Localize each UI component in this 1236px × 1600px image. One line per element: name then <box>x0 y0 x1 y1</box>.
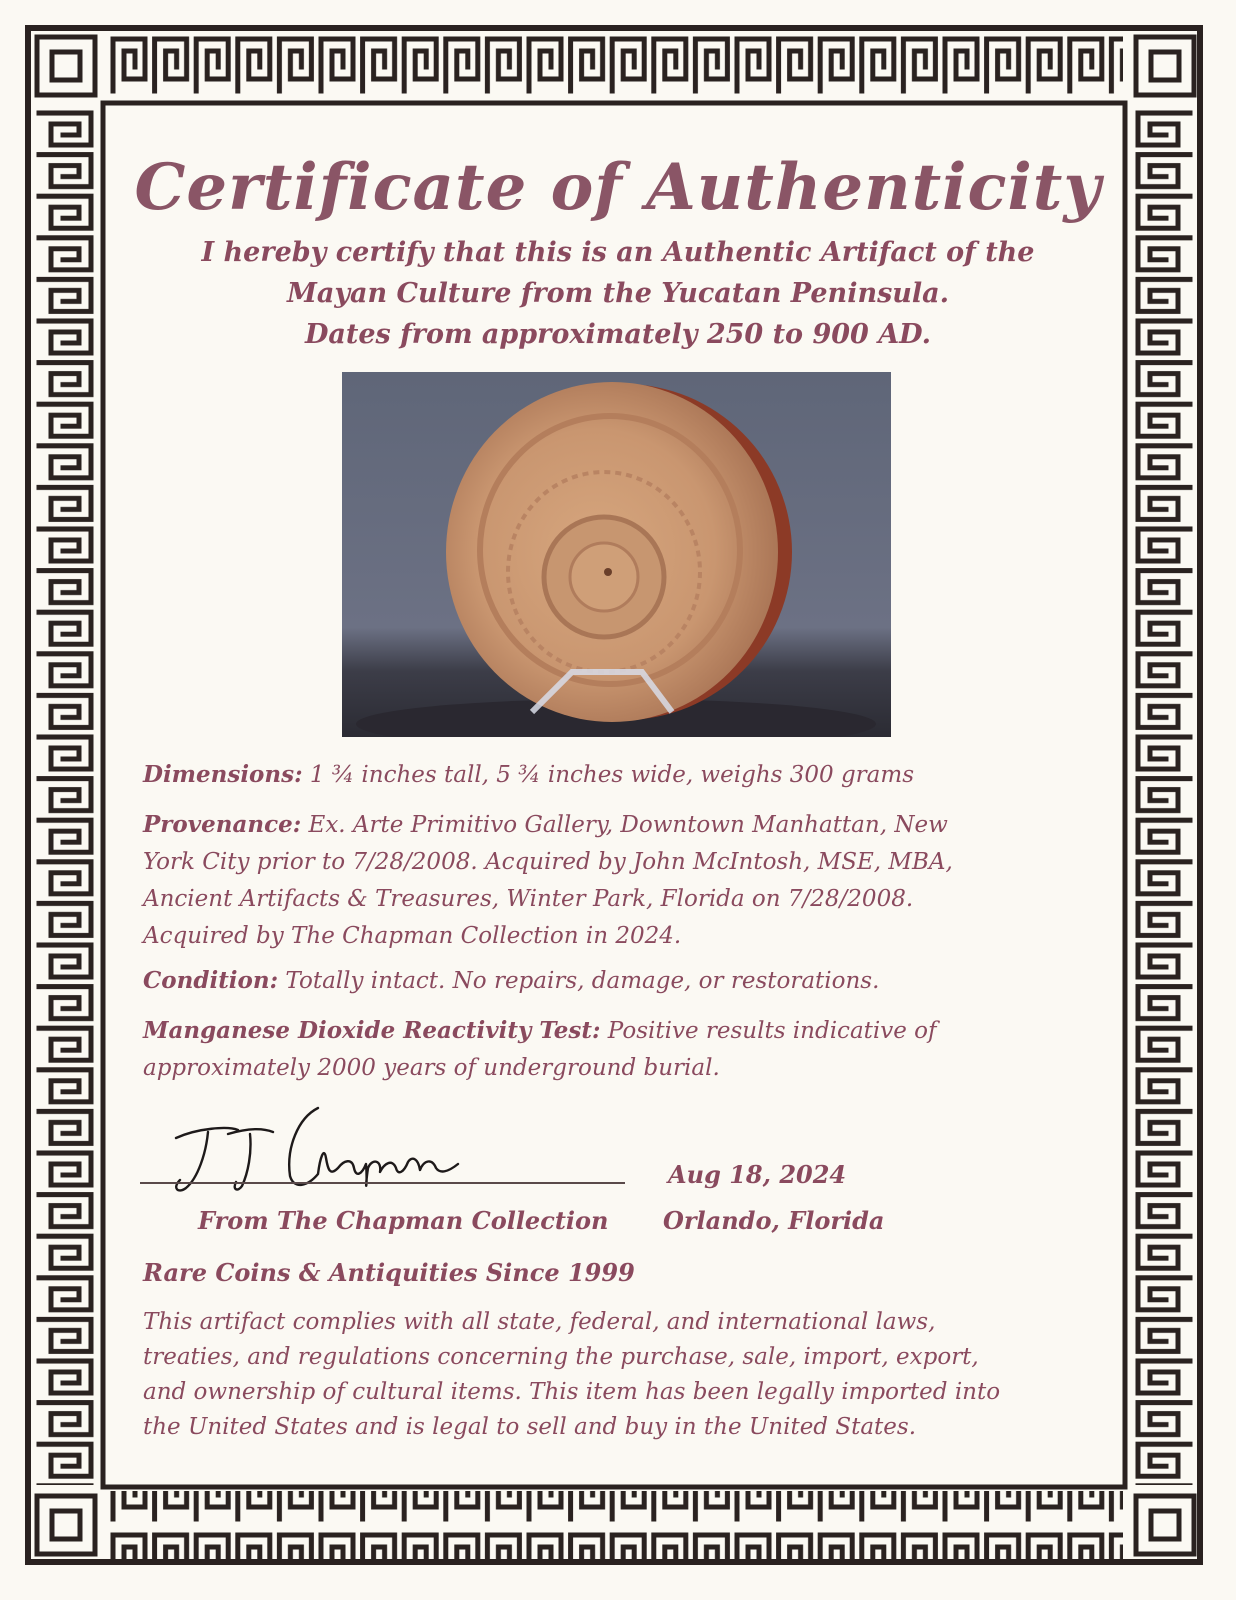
manganese-test-line: approximately 2000 years of underground burial. <box>143 1055 720 1081</box>
company-tagline: Rare Coins & Antiquities Since 1999 <box>143 1258 635 1287</box>
certificate-title: Certificate of Authenticity <box>134 150 1102 225</box>
legal-line: This artifact complies with all state, federal, and international laws, <box>143 1309 936 1335</box>
intro-line: Mayan Culture from the Yucatan Peninsula. <box>286 278 950 309</box>
intro-line: I hereby certify that this is an Authentic Artifact of the <box>201 237 1035 268</box>
dimensions-value: 1 ¾ inches tall, 5 ¾ inches wide, weighs 300 grams <box>309 762 914 788</box>
condition-label: Condition: <box>143 967 279 994</box>
dimensions-label: Dimensions: <box>143 761 303 788</box>
artifact-photo <box>342 372 891 737</box>
provenance-line: Ex. Arte Primitivo Gallery, Downtown Manhattan, New <box>301 812 948 838</box>
signature-from: From The Chapman Collection <box>198 1206 609 1235</box>
condition-value: Totally intact. No repairs, damage, or restorations. <box>285 968 880 994</box>
manganese-test-line: Positive results indicative of <box>600 1018 937 1044</box>
provenance-line: Ancient Artifacts & Treasures, Winter Park, Florida on 7/28/2008. <box>143 886 914 912</box>
legal-line: and ownership of cultural items. This item has been legally imported into <box>143 1379 1001 1405</box>
provenance-line: York City prior to 7/28/2008. Acquired by John McIntosh, MSE, MBA, <box>143 849 953 875</box>
signature-line <box>140 1182 625 1184</box>
legal-line: the United States and is legal to sell and buy in the United States. <box>143 1414 917 1440</box>
certification-statement <box>160 232 1076 355</box>
signature-date: Aug 18, 2024 <box>668 1160 847 1189</box>
legal-statement <box>143 1305 1103 1445</box>
signature-place: Orlando, Florida <box>663 1206 885 1235</box>
provenance-label: Provenance: <box>143 811 302 838</box>
intro-line: Dates from approximately 250 to 900 AD. <box>304 319 932 350</box>
manganese-test-label: Manganese Dioxide Reactivity Test: <box>143 1017 601 1044</box>
legal-line: treaties, and regulations concerning the purchase, sale, import, export, <box>143 1344 979 1370</box>
provenance-field <box>143 806 1083 955</box>
dimensions-field <box>143 756 1083 794</box>
manganese-test-field <box>143 1012 1083 1087</box>
condition-field <box>143 962 1083 1000</box>
provenance-line: Acquired by The Chapman Collection in 2024. <box>143 923 682 949</box>
bowl-image <box>342 372 891 737</box>
